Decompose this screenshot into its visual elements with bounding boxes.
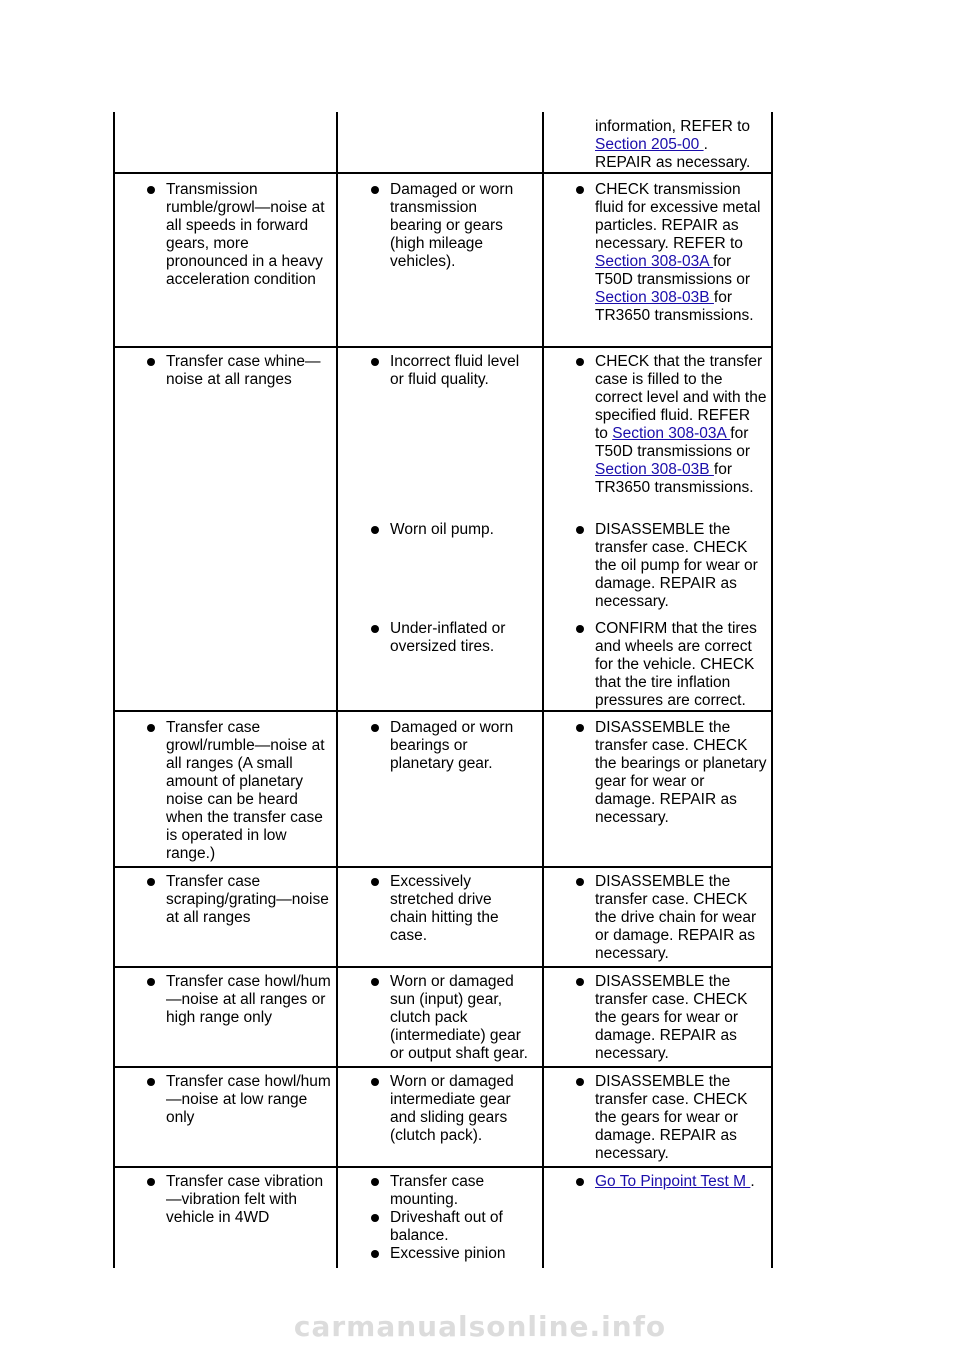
section-link[interactable]: Section 308-03A [612,425,731,442]
condition-text: Transfer case scraping/grating—noise at all ranges [166,873,329,926]
action-text: for T50D transmissions or [595,425,751,460]
condition-item [136,973,334,1027]
bullet-icon [576,878,584,886]
action-cell [565,620,767,710]
condition-item [136,353,334,389]
cause-list [360,353,532,389]
condition-text: Transfer case whine—noise at all ranges [166,353,321,388]
cause-item [360,1173,532,1209]
bullet-icon [371,1078,379,1086]
cause-item [360,620,532,656]
cause-item [360,521,532,539]
cause-item [360,873,532,945]
condition-text: Transfer case howl/hum—noise at low range only [166,1073,331,1126]
cause-list [360,620,532,656]
action-text: . [750,1173,755,1190]
cause-text: Worn oil pump. [390,521,494,538]
cause-cell [360,181,532,271]
bullet-icon [371,978,379,986]
cause-item [360,1209,532,1245]
cause-item [360,353,532,389]
cause-list [360,973,532,1063]
bullet-icon [576,625,584,633]
condition-list [136,353,334,389]
cause-text: Worn or damaged sun (input) gear, clutch pack (intermediate) gear or output shaft gear. [390,973,528,1062]
cause-text: Excessive pinion [390,1245,506,1262]
cause-cell [360,620,532,656]
cause-cell [360,973,532,1063]
bullet-icon [371,358,379,366]
condition-cell [136,181,334,289]
action-list [565,1073,767,1163]
condition-text: Transfer case growl/rumble—noise at all ranges (A small amount of planetary noise can be heard when the transfer case is operated in low range.) [166,719,325,862]
condition-item [136,873,334,927]
action-text: DISASSEMBLE the transfer case. CHECK the drive chain for wear or damage. REPAIR as necessary. [595,873,757,962]
condition-list [136,1073,334,1127]
action-cell [565,973,767,1063]
cause-list [360,719,532,773]
action-list [565,620,767,710]
bullet-icon [371,526,379,534]
section-link[interactable]: Section 308-03B [595,289,714,306]
bullet-icon [147,978,155,986]
action-text: information, REFER to [595,118,751,135]
cause-item [360,181,532,271]
bullet-icon [371,186,379,194]
bullet-icon [576,978,584,986]
action-item [565,1173,775,1191]
action-cell [595,118,767,172]
section-link[interactable]: Section 308-03A [595,253,714,270]
action-text: DISASSEMBLE the transfer case. CHECK the gears for wear or damage. REPAIR as necessary. [595,1073,748,1162]
cause-cell [360,719,532,773]
condition-item [136,719,334,863]
condition-list [136,973,334,1027]
bullet-icon [371,625,379,633]
condition-list [136,873,334,927]
column-divider-2 [542,112,544,1268]
bullet-icon [147,1078,155,1086]
condition-text: Transfer case vibration—vibration felt with vehicle in 4WD [166,1173,324,1226]
action-text: for TR3650 transmissions. [595,289,754,324]
condition-cell [136,1073,334,1127]
action-text: DISASSEMBLE the transfer case. CHECK the bearings or planetary gear for wear or damage. REPAIR as necessary. [595,719,767,826]
cause-item [360,1245,532,1263]
action-cell [565,353,767,497]
action-list [565,873,767,963]
condition-cell [136,353,334,389]
cause-item [360,973,532,1063]
cause-list [360,1173,532,1263]
bullet-icon [371,1178,379,1186]
condition-cell [136,719,334,863]
bullet-icon [371,1250,379,1258]
action-text: REPAIR as necessary. [595,154,751,171]
action-cell [565,719,767,827]
action-cell [565,1073,767,1163]
cause-list [360,181,532,271]
action-cell [565,521,767,611]
section-link[interactable]: Section 205-00 [595,136,704,153]
cause-text: Under-inflated or oversized tires. [390,620,506,655]
action-list [565,353,767,497]
bullet-icon [576,1078,584,1086]
bullet-icon [371,1214,379,1222]
action-item [565,719,767,827]
condition-cell [136,873,334,927]
cause-cell [360,353,532,389]
action-cell [565,1173,775,1191]
cause-cell [360,873,532,945]
action-text: CHECK that the transfer case is filled to the correct level and with the specified fluid. REFER to [595,353,767,442]
bullet-icon [147,358,155,366]
action-text: . [703,136,708,153]
action-text: for TR3650 transmissions. [595,461,754,496]
cause-item [360,719,532,773]
action-item [565,973,767,1063]
action-cell [565,181,767,325]
condition-text: Transfer case howl/hum—noise at all ranges or high range only [166,973,331,1026]
cause-text: Driveshaft out of balance. [390,1209,503,1244]
action-item [565,1073,767,1163]
action-item [565,873,767,963]
table-border-right [771,112,773,1268]
action-list [565,973,767,1063]
row-separator [113,1066,773,1068]
action-text: DISASSEMBLE the transfer case. CHECK the oil pump for wear or damage. REPAIR as necessary. [595,521,758,610]
action-list [565,181,767,325]
row-separator [113,966,773,968]
cause-cell [360,1173,532,1263]
row-separator [113,866,773,868]
condition-list [136,181,334,289]
watermark: carmanualsonline.info [293,1310,667,1343]
cause-item [360,1073,532,1145]
action-text: CONFIRM that the tires and wheels are correct for the vehicle. CHECK that the tire inflation pressures are correct. [595,620,757,709]
action-list [565,1173,775,1191]
bullet-icon [147,724,155,732]
condition-cell [136,1173,334,1227]
cause-list [360,521,532,539]
bullet-icon [576,724,584,732]
cause-text: Transfer case mounting. [390,1173,485,1208]
cause-text: Worn or damaged intermediate gear and sliding gears (clutch pack). [390,1073,514,1144]
row-separator [113,346,773,348]
bullet-icon [371,878,379,886]
cause-text: Damaged or worn bearings or planetary gear. [390,719,514,772]
action-item [565,521,767,611]
action-item [565,353,767,497]
condition-list [136,719,334,863]
column-divider-1 [336,112,338,1268]
condition-cell [136,973,334,1027]
action-item [565,181,767,325]
action-text: DISASSEMBLE the transfer case. CHECK the gears for wear or damage. REPAIR as necessary. [595,973,748,1062]
cause-text: Incorrect fluid level or fluid quality. [390,353,520,388]
pinpoint-test-link[interactable]: Go To Pinpoint Test M [595,1173,751,1190]
action-item [565,620,767,710]
cause-text: Damaged or worn transmission bearing or gears (high mileage vehicles). [390,181,514,270]
bullet-icon [576,526,584,534]
table-border-left [113,112,115,1268]
bullet-icon [576,1178,584,1186]
action-cell [565,873,767,963]
cause-cell [360,1073,532,1145]
condition-list [136,1173,334,1227]
cause-text: Excessively stretched drive chain hitting the case. [390,873,499,944]
row-separator [113,710,773,712]
condition-item [136,1073,334,1127]
action-text: for T50D transmissions or [595,253,751,288]
bullet-icon [147,186,155,194]
row-separator [113,172,773,174]
cause-cell [360,521,532,539]
cause-list [360,1073,532,1145]
bullet-icon [147,1178,155,1186]
bullet-icon [576,358,584,366]
bullet-icon [371,724,379,732]
condition-text: Transmission rumble/growl—noise at all speeds in forward gears, more pronounced in a heavy acceleration condition [166,181,325,288]
action-list [565,521,767,611]
bullet-icon [147,878,155,886]
section-link[interactable]: Section 308-03B [595,461,714,478]
action-list [565,719,767,827]
condition-item [136,1173,334,1227]
bullet-icon [576,186,584,194]
action-text: CHECK transmission fluid for excessive metal particles. REPAIR as necessary. REFER to [595,181,761,252]
cause-list [360,873,532,945]
condition-item [136,181,334,289]
row-separator [113,1166,773,1168]
